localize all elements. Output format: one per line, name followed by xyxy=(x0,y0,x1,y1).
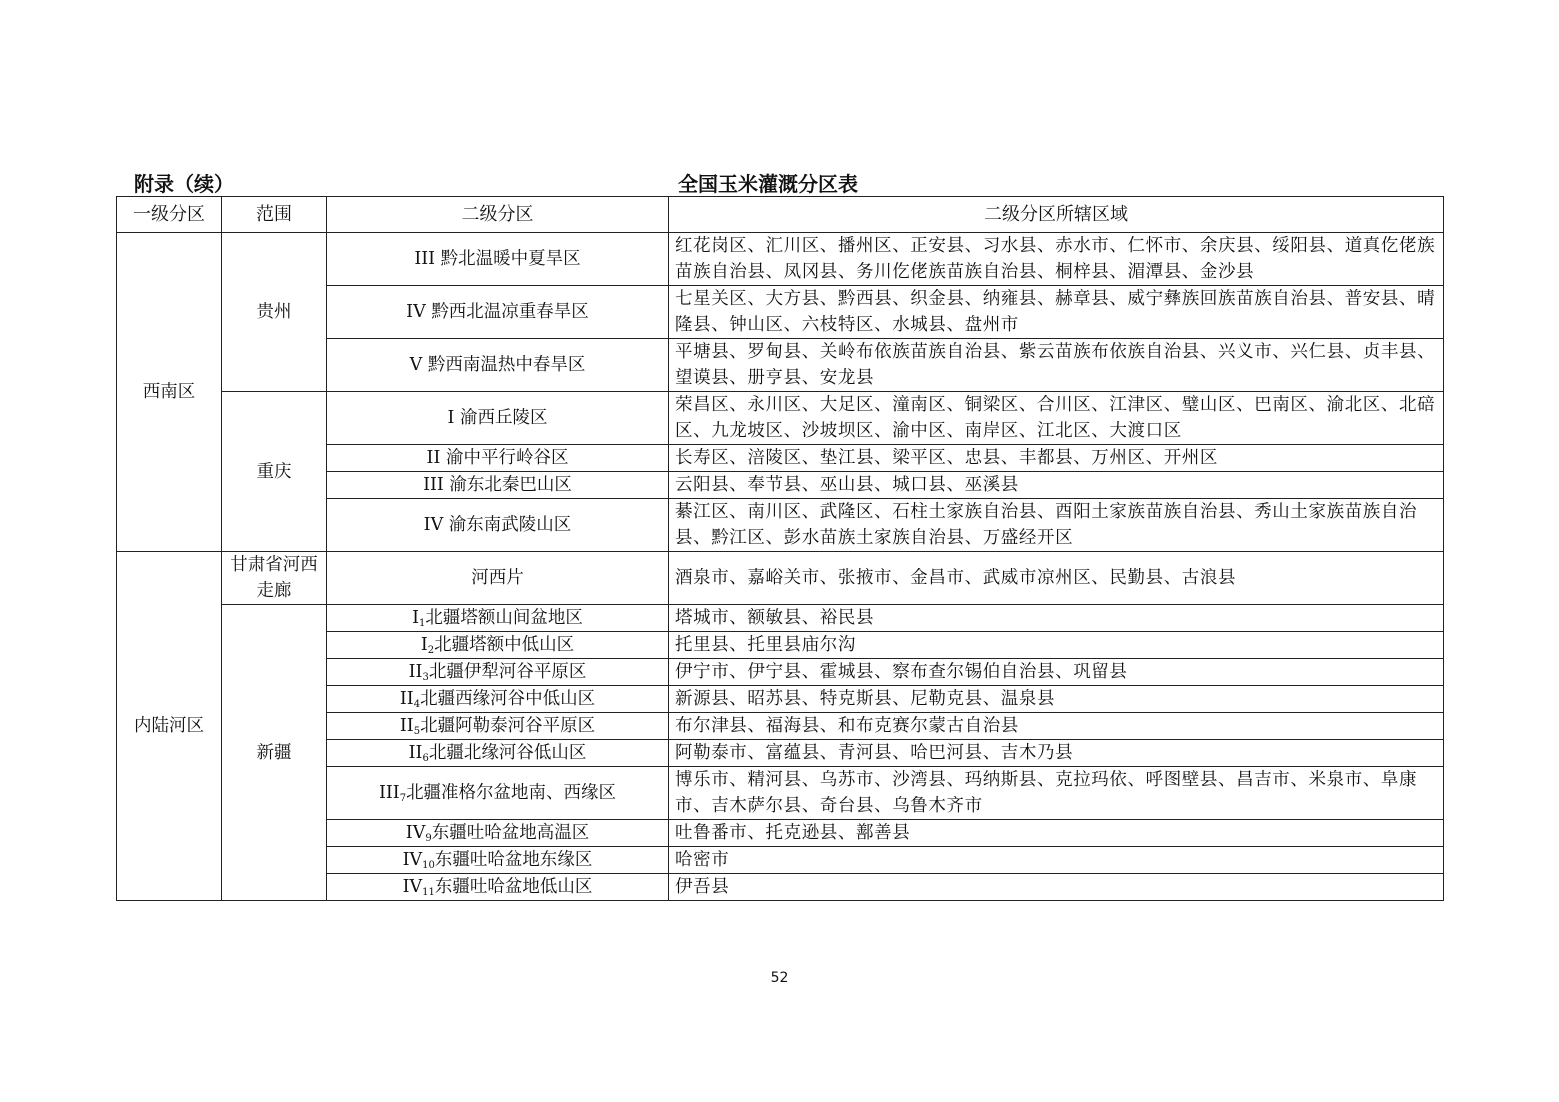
area-cell: 吐鲁番市、托克逊县、鄯善县 xyxy=(669,820,1444,847)
subzone-cell: IV 渝东南武陵山区 xyxy=(327,499,669,552)
table-row xyxy=(117,605,1444,632)
area-cell: 七星关区、大方县、黔西县、织金县、纳雍县、赫章县、威宁彝族回族苗族自治县、普安县、晴隆县、钟山区、六枝特区、水城县、盘州市 xyxy=(669,286,1444,339)
subzone-cell: 河西片 xyxy=(327,552,669,605)
area-cell: 云阳县、奉节县、巫山县、城口县、巫溪县 xyxy=(669,472,1444,499)
table-header-row xyxy=(117,197,1444,233)
subzone-cell: IV 黔西北温凉重春旱区 xyxy=(327,286,669,339)
table-title: 全国玉米灌溉分区表 xyxy=(678,172,858,196)
table-row xyxy=(117,392,1444,445)
area-cell: 伊吾县 xyxy=(669,874,1444,901)
area-cell: 酒泉市、嘉峪关市、张掖市、金昌市、武威市凉州区、民勤县、古浪县 xyxy=(669,552,1444,605)
subzone-cell: $IV_{11}$东疆吐哈盆地低山区 xyxy=(327,874,669,901)
subzone-cell: $IV_9$东疆吐哈盆地高温区 xyxy=(327,820,669,847)
page-number: 52 xyxy=(770,970,789,986)
scope-cell: 甘肃省河西走廊 xyxy=(222,552,327,605)
area-cell: 荣昌区、永川区、大足区、潼南区、铜梁区、合川区、江津区、璧山区、巴南区、渝北区、北碚区、九龙坡区、沙坡坝区、渝中区、南岸区、江北区、大渡口区 xyxy=(669,392,1444,445)
area-cell: 伊宁市、伊宁县、霍城县、察布查尔锡伯自治县、巩留县 xyxy=(669,659,1444,686)
area-cell: 布尔津县、福海县、和布克赛尔蒙古自治县 xyxy=(669,713,1444,740)
scope-cell: 重庆 xyxy=(222,392,327,552)
header-level1: 一级分区 xyxy=(117,197,222,233)
irrigation-zone-table xyxy=(116,196,1444,901)
zone-cell: 西南区 xyxy=(117,233,222,552)
table-row xyxy=(117,552,1444,605)
area-cell: 哈密市 xyxy=(669,847,1444,874)
subzone-cell: $I_2$北疆塔额中低山区 xyxy=(327,632,669,659)
zone-cell: 内陆河区 xyxy=(117,552,222,901)
header-scope: 范围 xyxy=(222,197,327,233)
subzone-cell: $II_4$北疆西缘河谷中低山区 xyxy=(327,686,669,713)
area-cell: 博乐市、精河县、乌苏市、沙湾县、玛纳斯县、克拉玛依、呼图壁县、昌吉市、米泉市、阜康市、吉木萨尔县、奇台县、乌鲁木齐市 xyxy=(669,767,1444,820)
subzone-cell: $III_7$北疆准格尔盆地南、西缘区 xyxy=(327,767,669,820)
table-row xyxy=(117,233,1444,286)
subzone-cell: II 渝中平行岭谷区 xyxy=(327,445,669,472)
subzone-cell: V 黔西南温热中春旱区 xyxy=(327,339,669,392)
subzone-cell: $II_6$北疆北缘河谷低山区 xyxy=(327,740,669,767)
subzone-cell: $I_1$北疆塔额山间盆地区 xyxy=(327,605,669,632)
area-cell: 长寿区、涪陵区、垫江县、梁平区、忠县、丰都县、万州区、开州区 xyxy=(669,445,1444,472)
appendix-label: 附录（续） xyxy=(134,172,234,196)
subzone-cell: $II_3$北疆伊犁河谷平原区 xyxy=(327,659,669,686)
scope-cell: 新疆 xyxy=(222,605,327,901)
subzone-cell: $IV_{10}$东疆吐哈盆地东缘区 xyxy=(327,847,669,874)
subzone-cell: $II_5$北疆阿勒泰河谷平原区 xyxy=(327,713,669,740)
area-cell: 新源县、昭苏县、特克斯县、尼勒克县、温泉县 xyxy=(669,686,1444,713)
subzone-cell: III 黔北温暖中夏旱区 xyxy=(327,233,669,286)
subzone-cell: III 渝东北秦巴山区 xyxy=(327,472,669,499)
area-cell: 红花岗区、汇川区、播州区、正安县、习水县、赤水市、仁怀市、余庆县、绥阳县、道真仡佬族苗族自治县、凤冈县、务川仡佬族苗族自治县、桐梓县、湄潭县、金沙县 xyxy=(669,233,1444,286)
scope-cell: 贵州 xyxy=(222,233,327,392)
subzone-cell: I 渝西丘陵区 xyxy=(327,392,669,445)
header-area: 二级分区所辖区域 xyxy=(669,197,1444,233)
area-cell: 綦江区、南川区、武隆区、石柱土家族自治县、酉阳土家族苗族自治县、秀山土家族苗族自治县、黔江区、彭水苗族土家族自治县、万盛经开区 xyxy=(669,499,1444,552)
area-cell: 托里县、托里县庙尔沟 xyxy=(669,632,1444,659)
area-cell: 塔城市、额敏县、裕民县 xyxy=(669,605,1444,632)
area-cell: 阿勒泰市、富蕴县、青河县、哈巴河县、吉木乃县 xyxy=(669,740,1444,767)
area-cell: 平塘县、罗甸县、关岭布依族苗族自治县、紫云苗族布依族自治县、兴义市、兴仁县、贞丰县、望谟县、册亨县、安龙县 xyxy=(669,339,1444,392)
header-level2: 二级分区 xyxy=(327,197,669,233)
